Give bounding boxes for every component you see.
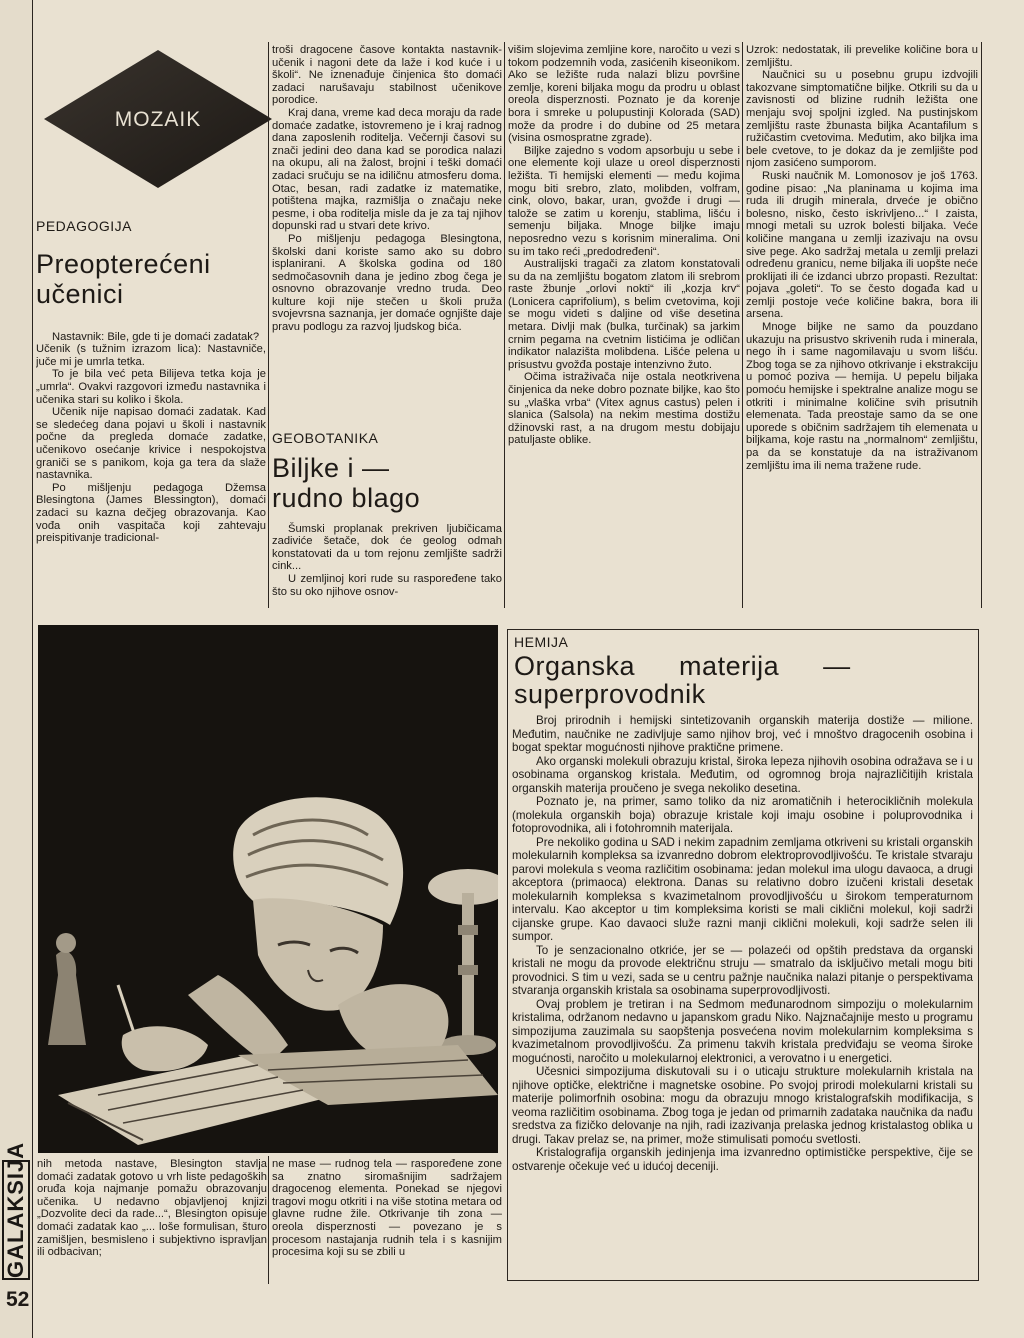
article1-paragraph: Nastavnik: Bile, gde ti je domaći zadatak? bbox=[52, 330, 260, 343]
article2-paragraph: Očima istraživača nije ostala neotkrivena činjenica da neke dobro poznate biljke, kao što su „vlaška vrba“ (Vitex agnus castus) pelen i slanica (Salsola) na nekim mestima dostižu džinovski rast, a na drugom mestu dobijaju patuljaste oblike. bbox=[508, 371, 740, 447]
column-rule bbox=[268, 42, 269, 608]
article3-paragraph: Pre nekoliko godina u SAD i nekim zapadnim zemljama otkriveni su kristali organskih molekularnih kompleksa sa izvanredno dobrom elektroprovodljivošću. Te kristale stvaraju parovi molekula s veoma različitim osobinama: jedan molekul ima ulogu davaoca, a drugi akceptora (primaoca) elektrona. Danas su relativno dobro izučeni kristali desetak molekularnih kompleksa s kvazimetalnom provodljivošću u širokom temperaturnom intervalu. Kao akceptor u tim kompleksima koristi se mali ciklični molekul, koji sadrži cijanske grupe. Kao davaoci služe razni manji ciklični molekuli, koji sadrže selen ili sumpor. bbox=[512, 835, 973, 943]
column-rule bbox=[504, 42, 505, 608]
article1-paragraph: Kraj dana, vreme kad deca moraju da rade domaće zadatke, istovremeno je i kraj radnog dana zaposlenih roditelja. Večernji časovi su znači jedini deo dana kad se porodica nalazi na okupu, ali na žalost, brojni i teški domaći zadaci sručuju se na idiličnu atmosferu doma. Otac, besan, radi zadatke iz matematike, potištena majka, razmišlja o značaju neke pesme, i oba roditelja misle da je za taj njihov dopunski rad u stvari dete krivo. bbox=[272, 106, 502, 233]
article1-paragraph: Učenik nije napisao domaći zadatak. Kad se sledećeg dana pojavi u školi i nastavnik počne da pregleda domaće zadatke, učenikovo osećanje krivice i nespokojstva graniči se s panikom, koja ga tera da slaže nastavnika. bbox=[36, 406, 266, 482]
article1-headline bbox=[36, 249, 266, 309]
page-number: 52 bbox=[6, 1288, 30, 1311]
article1-headline-line2: učenici bbox=[36, 278, 124, 309]
article3-body bbox=[512, 714, 973, 1274]
article3-paragraph: Poznato je, na primer, samo toliko da niz aromatičnih i heterocikličnih molekula (molekula organskih boja) obrazuje kristale koji imaju osobine i poluprovodnika i fotoprovodnika, ali i fotohromnih materijala. bbox=[512, 795, 973, 835]
article1-paragraph: To je bila već peta Bilijeva tetka koja je „umrla“. Ovakvi razgovori između nastavnika i učenika stari su koliko i škola. bbox=[36, 368, 266, 406]
article2-column2 bbox=[508, 44, 740, 610]
column-rule bbox=[981, 42, 982, 608]
article3-paragraph: Učesnici simpozijuma diskutovali su i o uticaju strukture molekularnih kristala na njihove optičke, električne i magnetske osobine. Po svojoj prirodi molekularni kristali su materije polimorfnih osobina: mogu da obrazuju mnogo kristalografskih modifikacija, s veoma različitim osobinama. Zbog toga je jedan od primarnih zadataka naučnika da nađu sredstva za fizičko delovanje na njih, radi izazivanja prelaska jednog kristalastog oblika u drugi. Takav prelaz se, na primer, može stimulisati pomoću svetlosti. bbox=[512, 1065, 973, 1146]
article2-headline bbox=[272, 453, 502, 513]
article3-headline bbox=[514, 652, 974, 708]
homework-illustration bbox=[38, 625, 498, 1153]
article2-column1 bbox=[272, 432, 502, 610]
column-rule bbox=[268, 1156, 269, 1284]
column-rule bbox=[742, 42, 743, 608]
article3-paragraph: Kristalografija organskih jedinjenja ima izvanredno optimističke perspektive, čije se ostvarenje očekuje već u idućoj deceniji. bbox=[512, 1146, 973, 1173]
article3-headline-line1: Organska materija — bbox=[514, 651, 851, 681]
article3-paragraph: Ovaj problem je tretiran i na Sedmom međunarodnom simpoziju o molekularnim kristalima, održanom nedavno u japanskom gradu Niko. Najznačajnije mesto u programu simpozijuma zauzimala su saopštenja posvećena novim molekularnim kompleksima s kvazimetalnom provodljivošću. Za primenu takvih kristala predviđaju se veoma široke mogućnosti, naročito u molekularnoj elektronici, a verovatno i u energetici. bbox=[512, 997, 973, 1065]
article2-column3 bbox=[746, 44, 978, 610]
article3-paragraph: Broj prirodnih i hemijski sintetizovanih organskih materija dostiže — milione. Međutim, naučnike ne zadivljuje samo njihov broj, već i mnoštvo dragocenih osobina i bogat spektar mogućnosti njihove praktične primene. bbox=[512, 714, 973, 754]
article3-paragraph: To je senzacionalno otkriće, jer se — polazeći od opštih predstava da organski kristali ne mogu da provode električnu struju — smatralo da isključivo metali mogu biti provodnici. S tim u vezi, sada se u centru pažnje naučnika nalazi pitanje o perspektivama stvaranja organskih kristala sa osobinama superprovodljivosti. bbox=[512, 943, 973, 997]
article2-continuation bbox=[272, 1158, 502, 1284]
spine-rule bbox=[32, 0, 33, 1338]
article1-headline-line1: Preopterećeni bbox=[36, 248, 211, 279]
article1-paragraph: Po mišljenju pedagoga Blesingtona, školski dani koriste samo ako su dobro isplanirani. A školska godina od 180 sedmočasovnih dana je jedino zbog čega je osnovno obrazovanje vredno truda. Deo kulture koji nije stečen u školi pruža svojevrsna saznanja, jer domaće ognjište daje pravu podlogu za razvoj ljudskog bića. bbox=[272, 232, 502, 334]
article2-paragraph: U zemljinoj kori rude su raspoređene tako što su oko njihove osnov- bbox=[272, 572, 502, 598]
magazine-brand: GALAKSIJA bbox=[3, 1141, 28, 1278]
article2-section-label: GEOBOTANIKA bbox=[272, 432, 379, 446]
article2-paragraph: Mnoge biljke ne samo da pouzdano ukazuju na prisustvo skrivenih ruda i minerala, nego ih i same nagomilavaju u svom lišću. Zbog toga se za njihovo otkrivanje i ekstrakciju u pomoć poziva — hemija. U pepelu biljaka pomoću hemijske i spektralne analize mogu se otkriti i minimalne količine svih prisutnih elemenata. Tada preostaje samo da se one uporede s običnim sadržajem tih elemenata u biljkama, koje rastu na „normalnom“ zemljištu, pa da se konstatuje da na istraživanom zemljištu ima ili nema tražene rude. bbox=[746, 321, 978, 472]
article2-paragraph: Šumski proplanak prekriven ljubičicama zadiviće šetače, dok će geolog odmah konstatovati da u tom rejonu zemljište sadrži cink... bbox=[272, 522, 502, 573]
article3-section-label: HEMIJA bbox=[514, 634, 569, 650]
article2-paragraph: Biljke zajedno s vodom apsorbuju u sebe i one elemente koji ulaze u oreol disperznosti ležišta. Ti hemijski elementi — među kojima mogu biti srebro, zlato, molibden, volfram, cink, olovo, bakar, uran, gvožđe i drugi — talože se zatim u korenju, stablima, lišću i semenju biljaka. Mnoge biljke imaju neposredno vezu s korisnim mineralima. Oni su im tako reći „predodređeni“. bbox=[508, 144, 740, 258]
article2-headline-line2: rudno blago bbox=[272, 482, 421, 513]
article3-paragraph: Ako organski molekuli obrazuju kristal, široka lepeza njihovih osobina odražava se i u osobinama organskog kristala. Međutim, od ogromnog broja najrazličitijih kristala organskih materija proučeno je svega nekoliko desetina. bbox=[512, 754, 973, 795]
article1-paragraph: nih metoda nastave, Blesington stavlja domaći zadatak gotovo u vrh liste pedagoških oruđa koja najmanje pomažu obrazovanju učenika. U nedavno objavljenoj knjizi „Dozvolite deci da rade...“, Blesington opisuje domaći zadatak kao „... loše formulisan, šturo zamišljen, besmisleno i subjektivno ispravljan ili odbacivan; bbox=[37, 1158, 267, 1259]
article1-column1 bbox=[36, 220, 266, 610]
article2-paragraph: Australijski tragači za zlatom konstatovali su da na zemljištu bogatom zlatom ili srebrom raste žbunje „orlovi nokti“ ili „kozja krv“ (Lonicera caprifolium), s belim cvetovima, koji se mogu videti s daljine od više desetina metara. Divlji mak (bulka, turčinak) sa jarkim crnim pegama na cvetnim listićima je odličan indikator nalazišta molibdena. Lišće pelena u prisustvu gvožđa postaje intenzivno žuto. bbox=[508, 258, 740, 371]
mozaik-logo bbox=[42, 48, 274, 190]
article2-paragraph: višim slojevima zemljine kore, naročito u vezi s tokom podzemnih voda, zasićenih kiseonikom. Ako se ležište ruda nalazi blizu površine zemlje, koreni biljaka mogu da prodru u oblast oreola disperznosti. Poznato je da korenje bora i smreke u polupustinji Kolorada (SAD) može da prodre i do dubine od 25 metara (visina osmospratne zgrade). bbox=[508, 44, 740, 145]
article2-paragraph: Uzrok: nedostatak, ili prevelike količine bora u zemljištu. bbox=[746, 44, 978, 69]
article1-section-label: PEDAGOGIJA bbox=[36, 220, 133, 234]
mozaik-logo-label: MOZAIK bbox=[114, 108, 202, 131]
boy-studying-drawing bbox=[38, 625, 498, 1153]
article2-paragraph: ne mase — rudnog tela — raspoređene zone sa znatno siromašnijim sadržajem dragocenog elementa. Ponekad se njegovi tragovi mogu otkriti i na više stotina metara od glavne rudne žile. Otkrivanje tih zona — oreola disperznosti — povezano je s procesom nastajanja rudnih tela i s kasnijim procesima koji su se zbili u bbox=[272, 1158, 502, 1259]
article1-column2 bbox=[272, 44, 502, 429]
page-spine bbox=[0, 0, 32, 1338]
article1-paragraph: troši dragocene časove kontakta nastavnik-učenik i nagoni dete da laže i kod kuće i u školi“. Ne iznenađuje činjenica što domaći zadaci narušavaju stabilnost učenikove porodice. bbox=[272, 44, 502, 107]
article1-paragraph: Učenik (s tužnim izrazom lica): Nastavniče, juče mi je umrla tetka. bbox=[36, 343, 266, 368]
article2-headline-line1: Biljke i — bbox=[272, 452, 390, 483]
article2-paragraph: Ruski naučnik M. Lomonosov je još 1763. godine pisao: „Na planinama u kojima ima ruda ili drugih minerala, drveće je obično bolesno, nisko, često iskrivljeno...“ I zaista, mnogi metali su uzrok bolesti biljaka. Veće količine mangana u zemlji izazivaju na ovsu sive pege. Ako sadržaj metala u zemlji prelazi određenu granicu, neme biljaka ili uopšte neće proklijati ili će izdanci ubrzo propasti. Rezultat: pojava „goleti“. To se često događa kad u zemlji postoje veće količine bakra, bora ili arsena. bbox=[746, 169, 978, 321]
article3-headline-line2: superprovodnik bbox=[514, 679, 706, 709]
article2-paragraph: Naučnici su u posebnu grupu izdvojili takozvane simptomatične biljke. Otkrili su da u zavisnosti od blizine rudnih ležišta one menjaju svoj spoljni izgled. Na pustinjskom zemljištu raste žbunasta biljka Acantafilum s ružičastim cvetovima. Međutim, ako biljka ima bele cvetove, to je dokaz da je zemljište pod njom zasićeno sumporom. bbox=[746, 69, 978, 170]
article1-paragraph: Po mišljenju pedagoga Džemsa Blesingtona (James Blessington), domaći zadaci su kazna dečjeg obrazovanja. Kao vođa onih vaspitača koji zahtevaju preispitivanje tradicional- bbox=[36, 481, 266, 545]
article1-continuation bbox=[37, 1158, 267, 1284]
